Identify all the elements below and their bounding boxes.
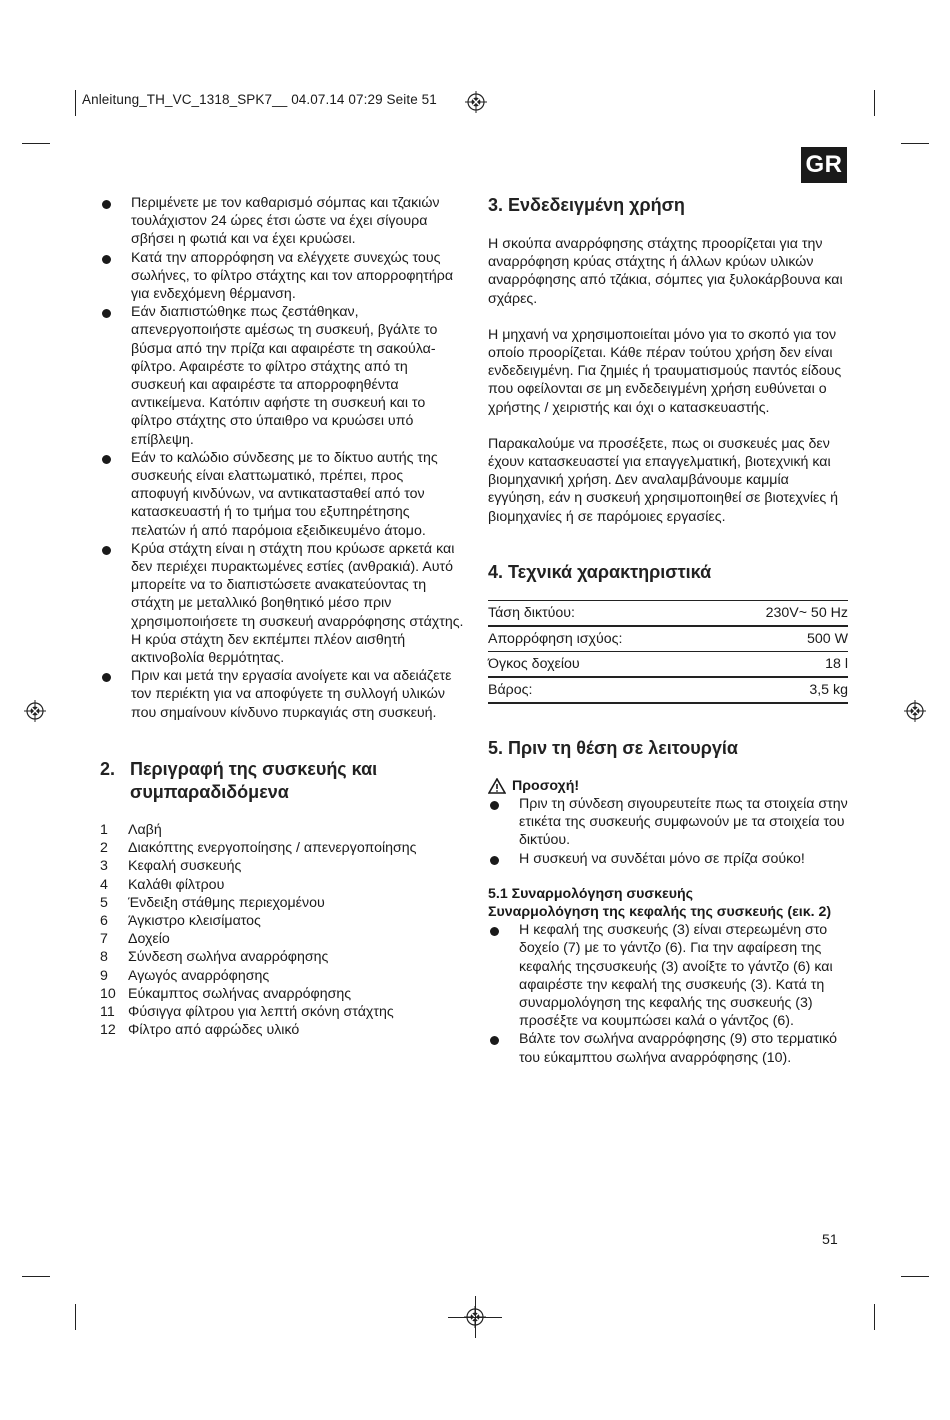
bullet-icon xyxy=(490,927,499,936)
list-item xyxy=(100,540,464,667)
section-2-heading xyxy=(100,758,464,804)
assembly-list xyxy=(488,921,848,1067)
crop-mark xyxy=(75,1304,76,1330)
table-row: Βάρος: 3,5 kg xyxy=(488,677,848,703)
list-item-text: Εάν διαπιστώθηκε πως ζεστάθηκαν, απενεργοποιήστε αμέσως τη συσκευή, βγάλτε το βύσμα από την πρίζα και αφαιρέστε τη σακούλα-φίλτρο. Αφαιρέστε το φίλτρο στάχτης από τη συσκευή και αφαιρέστε τα απορροφηθέντα αντικείμενα. Κατόπιν αφήστε τη συσκευή και το φίλτρο στάχτης στο ύπαιθρο να κρυώσει υπό επίβλεψη. xyxy=(131,304,438,448)
table-row: Όγκος δοχείου 18 l xyxy=(488,651,848,677)
list-item-text: Η συσκευή να συνδέται μόνο σε πρίζα σούκο! xyxy=(519,850,805,867)
crop-mark xyxy=(22,143,50,144)
registration-mark-icon xyxy=(24,700,46,722)
bullet-icon xyxy=(102,455,111,464)
list-item: 10 Εύκαμπτος σωλήνας αναρρόφησης xyxy=(100,985,352,1002)
bullet-icon xyxy=(490,1036,499,1045)
warning-triangle-icon xyxy=(488,778,506,794)
list-item: 5 Ένδειξη στάθμης περιεχομένου xyxy=(100,894,325,911)
list-item: 11 Φύσιγγα φίλτρου για λεπτή σκόνη στάχτης xyxy=(100,1003,394,1020)
list-item: 6 Άγκιστρο κλεισίματος xyxy=(100,912,261,929)
list-item xyxy=(488,921,848,1030)
section-5-heading: 5. Πριν τη θέση σε λειτουργία xyxy=(488,737,738,758)
table-row: Απορρόφηση ισχύος: 500 W xyxy=(488,626,848,652)
subsection-heading: 5.1 Συναρμολόγηση συσκευής xyxy=(488,885,694,902)
paragraph: Η σκούπα αναρρόφησης στάχτης προορίζεται για την αναρρόφηση κρύας στάχτης ή άλλων κρύων υλικών αναρρόφησης από τζάκια, σόμπες για ξυλοκάρβουνα και σχάρες. xyxy=(488,236,843,307)
list-item: 7 Δοχείο xyxy=(100,931,170,948)
list-item: 9 Αγωγός αναρρόφησης xyxy=(100,967,270,984)
warning-label xyxy=(488,777,848,795)
safety-list xyxy=(100,194,464,722)
section-number: 2. xyxy=(100,758,116,779)
spec-table xyxy=(488,600,848,704)
bullet-icon xyxy=(102,200,111,209)
list-item xyxy=(100,249,464,304)
print-slug: Anleitung_TH_VC_1318_SPK7__ 04.07.14 07:29 Seite 51 xyxy=(82,92,437,107)
list-item-text: Περιμένετε με τον καθαρισμό σόμπας και τζακιών τουλάχιστον 24 ώρες έτσι ώστε να έχει σίγουρα σβήσει η φωτιά και να έχει κρυώσει. xyxy=(131,195,440,248)
list-item-text: Κρύα στάχτη είναι η στάχτη που κρύωσε αρκετά και δεν περιέχει πυρακτωμένες εστίες (ανθρακιά). Αυτό μπορείτε να το διαπιστώσετε ανακατεύοντας τη στάχτη με μεταλλικό βοηθητικό μέσο πριν χρησιμοποιήσετε τη συσκευή αναρρόφησης στάχτης. Η κρύα στάχτη δεν εκπέμπει πλέον αισθητή ακτινοβολία θερμότητας. xyxy=(131,540,464,667)
list-item: 4 Καλάθι φίλτρου xyxy=(100,876,225,893)
list-item: 3 Κεφαλή συσκευής xyxy=(100,858,242,875)
registration-mark-icon xyxy=(904,700,926,722)
list-item-text: Η κεφαλή της συσκευής (3) είναι στερεωμένη στο δοχείο (7) με το γάντζο (6). Για την αφαίρεση της κεφαλής τηςσυσκευής (3) ανοίξτε το γάντζο (6) και αφαιρέστε την κεφαλή της συσκευής (3). Κατά τη συναρμολόγηση της κεφαλής της συσκευής (3) προσέξτε να κουμπώσει καλά ο γάντζος (6). xyxy=(519,922,833,1030)
registration-mark-icon xyxy=(465,91,487,113)
paragraph: Η μηχανή να χρησιμοποιείται μόνο για το σκοπό για τον οποίο προορίζεται. Κάθε πέραν τούτου χρήση δεν είναι ενδεδειγμένη. Για ζημιές ή τραυματισμούς παντός είδους που οφείλονται σε μη ενδεδειγμένη χρήση ευθύνεται ο χρήστης / χειριστής και όχι ο κατασκευαστής. xyxy=(488,326,842,416)
section-3-heading: 3. Ενδεδειγμένη χρήση xyxy=(488,195,685,215)
bullet-icon xyxy=(102,309,111,318)
list-item-text: Βάλτε τον σωλήνα αναρρόφησης (9) στο τερματικό του εύκαμπτου σωλήνα αναρρόφησης (10). xyxy=(519,1031,838,1066)
list-item: 2 Διακόπτης ενεργοποίησης / απενεργοποίησης xyxy=(100,840,417,857)
warning-text: Προσοχή! xyxy=(512,777,580,794)
list-item xyxy=(100,303,464,449)
bullet-icon xyxy=(490,801,499,810)
table-row: Τάση δικτύου: 230V~ 50 Hz xyxy=(488,600,848,626)
crop-mark xyxy=(901,143,929,144)
subsection-heading: Συναρμολόγηση της κεφαλής της συσκευής (εικ. 2) xyxy=(488,904,832,921)
section-4-heading: 4. Τεχνικά χαρακτηριστικά xyxy=(488,561,712,582)
list-item xyxy=(488,850,848,868)
list-item xyxy=(488,795,848,850)
crop-mark xyxy=(22,1276,50,1277)
list-item-text: Κατά την απορρόφηση να ελέγχετε συνεχώς τους σωλήνες, το φίλτρο στάχτης και τον απορροφητήρα για ενδεχόμενη θέρμανση. xyxy=(131,249,454,303)
right-column xyxy=(488,194,848,1067)
bullet-icon xyxy=(490,856,499,865)
crop-mark xyxy=(75,90,76,116)
bullet-icon xyxy=(102,673,111,682)
list-item xyxy=(100,449,464,540)
bullet-icon xyxy=(102,546,111,555)
list-item-text: Εάν το καλώδιο σύνδεσης με το δίκτυο αυτής της συσκευής είναι ελαττωματικό, πρέπει, προς αποφυγή κινδύνων, να αντικατασταθεί από τον κατασκευαστή ή το τμήμα του εξυπηρέτησης πελατών ή από παρόμοια εξειδικευμένο άτομο. xyxy=(131,449,438,539)
left-column xyxy=(100,194,464,1039)
page-number: 51 xyxy=(822,1232,838,1248)
list-item-text: Πριν τη σύνδεση σιγουρευτείτε πως τα στοιχεία στην ετικέτα της συσκευής συμφωνούν με τα στοιχεία του δικτύου. xyxy=(519,796,848,849)
bullet-icon xyxy=(102,255,111,264)
list-item xyxy=(488,1030,848,1066)
list-item: 8 Σύνδεση σωλήνα αναρρόφησης xyxy=(100,949,329,966)
language-badge: GR xyxy=(801,147,847,183)
crop-mark xyxy=(874,1304,875,1330)
warning-list xyxy=(488,795,848,868)
list-item xyxy=(100,667,464,722)
section-title: Περιγραφή της συσκευής και συμπαραδιδόμενα xyxy=(130,758,378,802)
crop-mark xyxy=(901,1276,929,1277)
parts-list xyxy=(100,821,464,1039)
crop-mark xyxy=(475,1296,476,1338)
crop-mark xyxy=(874,90,875,116)
list-item xyxy=(100,194,464,249)
paragraph: Παρακαλούμε να προσέξετε, πως οι συσκευές μας δεν έχουν κατασκευαστεί για επαγγελματική, βιοτεχνική και βιομηχανική χρήση. Δεν αναλαμβάνουμε καμμία εγγύηση, εάν η συσκευή χρησιμοποιηθεί σε βιοτεχνίες ή βιομηχανίες ή σε παρόμοιες εργασίες. xyxy=(488,435,839,525)
list-item: 12 Φίλτρο από αφρώδες υλικό xyxy=(100,1022,300,1039)
list-item: 1 Λαβή xyxy=(100,821,162,838)
list-item-text: Πριν και μετά την εργασία ανοίγετε και να αδειάζετε τον περιέκτη για να αποφύγετε τη συλλογή υλικών που σημαίνουν κίνδυνο πυρκαγιάς στη συσκευή. xyxy=(131,668,452,721)
